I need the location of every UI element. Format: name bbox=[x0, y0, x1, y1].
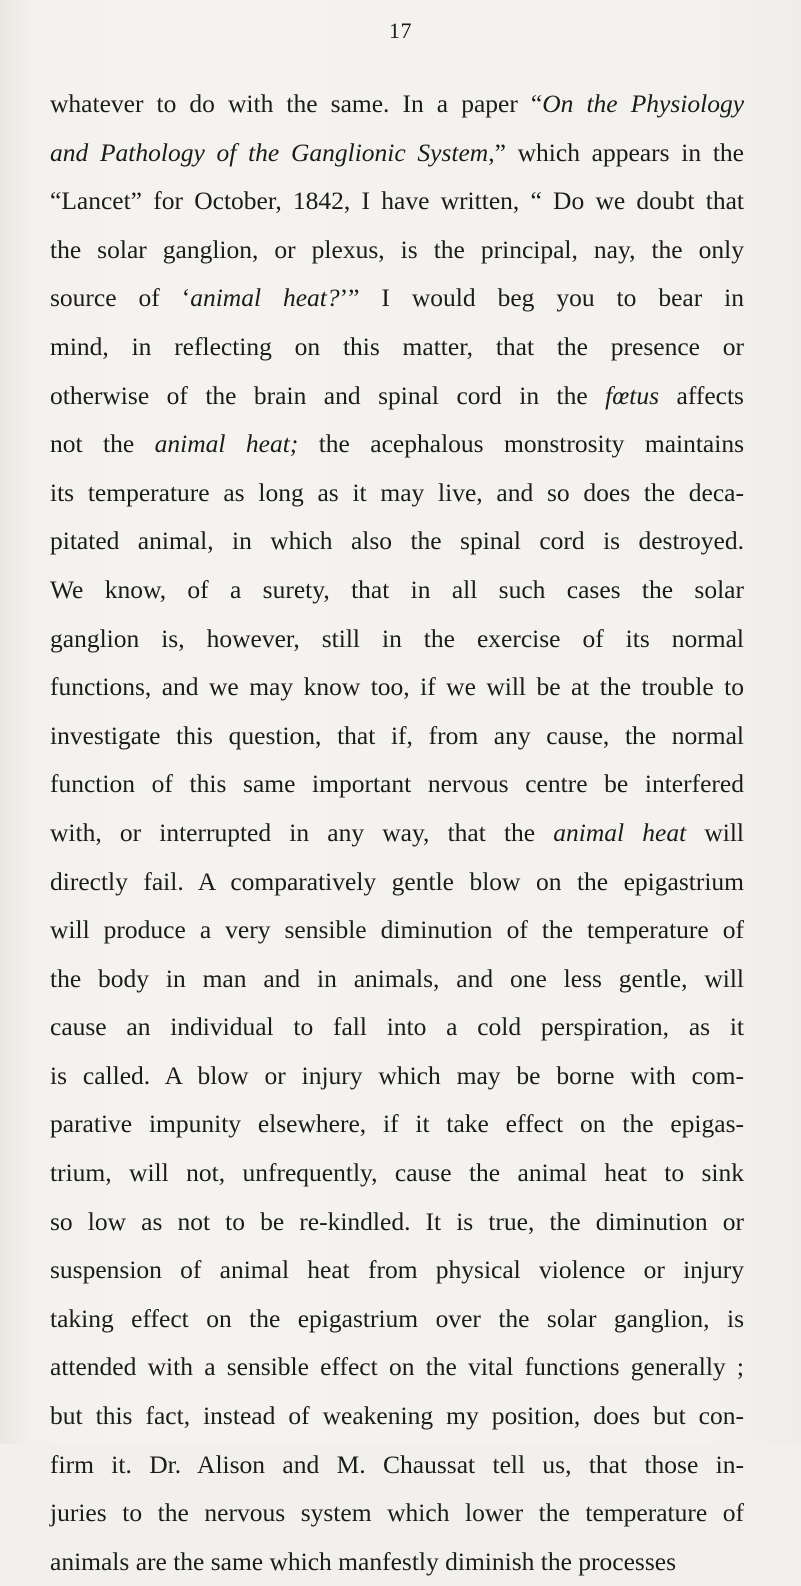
italic-text: animal heat? bbox=[190, 283, 340, 313]
text-run: taking effect on the epigastrium over the solar ganglion, is bbox=[50, 1303, 744, 1333]
italic-text: animal heat; bbox=[154, 429, 299, 459]
text-line bbox=[50, 1052, 744, 1101]
text-line bbox=[50, 274, 744, 323]
text-run: We know, of a surety, that in all such cases the solar bbox=[50, 574, 744, 604]
italic-text: animal heat bbox=[553, 817, 687, 847]
text-line bbox=[50, 1392, 744, 1441]
text-run: otherwise of the brain and spinal cord in the bbox=[50, 380, 606, 410]
text-line bbox=[50, 955, 744, 1004]
text-run: the body in man and in animals, and one less gentle, will bbox=[50, 963, 744, 993]
text-run: parative impunity elsewhere, if it take effect on the epigas- bbox=[50, 1109, 744, 1139]
italic-text: fœtus bbox=[605, 380, 660, 410]
text-line bbox=[50, 1295, 744, 1344]
text-run: directly fail. A comparatively gentle blow on the epigastrium bbox=[50, 866, 744, 896]
text-line bbox=[50, 1198, 744, 1247]
text-line bbox=[50, 469, 744, 518]
text-run: not the bbox=[50, 429, 155, 459]
text-line bbox=[50, 1538, 744, 1586]
text-run: will bbox=[686, 817, 744, 847]
text-run: but this fact, instead of weakening my position, does but con- bbox=[50, 1401, 744, 1431]
text-line bbox=[50, 906, 744, 955]
body-text bbox=[50, 80, 744, 1586]
text-run: animals are the same which manfestly diminish the processes bbox=[50, 1546, 676, 1576]
text-line bbox=[50, 177, 744, 226]
text-line bbox=[50, 129, 744, 178]
text-run: the solar ganglion, or plexus, is the principal, nay, the only bbox=[50, 234, 744, 264]
text-run: suspension of animal heat from physical violence or injury bbox=[50, 1255, 744, 1285]
text-run: ganglion is, however, still in the exercise of its normal bbox=[50, 623, 744, 653]
text-run: attended with a sensible effect on the vital functions generally ; bbox=[50, 1352, 744, 1382]
text-line bbox=[50, 663, 744, 712]
italic-text: On the Physiology bbox=[542, 89, 745, 118]
text-run: affects bbox=[659, 380, 744, 410]
text-line bbox=[50, 1246, 744, 1295]
text-line bbox=[50, 1441, 744, 1490]
text-line bbox=[50, 809, 744, 858]
text-run: with, or interrupted in any way, that the bbox=[50, 817, 554, 847]
page-number: 17 bbox=[389, 18, 412, 43]
text-run: its temperature as long as it may live, and so does the deca- bbox=[50, 477, 744, 507]
italic-text: and Pathology of the Ganglionic System bbox=[50, 137, 489, 167]
text-run: source of ‘ bbox=[50, 283, 191, 313]
text-run: functions, and we may know too, if we will be at the trouble to bbox=[50, 672, 744, 702]
text-line bbox=[50, 615, 744, 664]
text-line bbox=[50, 760, 744, 809]
text-line bbox=[50, 712, 744, 761]
text-run: ’” I would beg you to bear in bbox=[339, 283, 744, 313]
text-run: function of this same important nervous centre be interfered bbox=[50, 769, 744, 799]
text-line bbox=[50, 226, 744, 275]
text-line bbox=[50, 566, 744, 615]
text-line bbox=[50, 420, 744, 469]
text-run: trium, will not, unfrequently, cause the animal heat to sink bbox=[50, 1158, 744, 1188]
text-run: cause an individual to fall into a cold perspiration, as it bbox=[50, 1012, 744, 1042]
text-run: will produce a very sensible diminution of the temperature of bbox=[50, 915, 744, 945]
text-line bbox=[50, 372, 744, 421]
text-run: juries to the nervous system which lower the temperature of bbox=[50, 1498, 744, 1528]
text-run: firm it. Dr. Alison and M. Chaussat tell us, that those in- bbox=[50, 1449, 744, 1479]
text-line bbox=[50, 1149, 744, 1198]
text-line bbox=[50, 323, 744, 372]
text-run: is called. A blow or injury which may be borne with com- bbox=[50, 1060, 744, 1090]
text-run: so low as not to be re-kindled. It is true, the diminution or bbox=[50, 1206, 744, 1236]
text-line bbox=[50, 1003, 744, 1052]
text-line bbox=[50, 80, 744, 129]
text-run: whatever to do with the same. In a paper “ bbox=[50, 89, 543, 118]
text-line bbox=[50, 858, 744, 907]
text-run: mind, in reflecting on this matter, that the presence or bbox=[50, 331, 744, 361]
text-run: investigate this question, that if, from any cause, the normal bbox=[50, 720, 744, 750]
text-run: ,” which appears in the bbox=[488, 137, 744, 167]
text-line bbox=[50, 1489, 744, 1538]
text-run: “Lancet” for October, 1842, I have written, “ Do we doubt that bbox=[50, 186, 744, 216]
text-run: the acephalous monstrosity maintains bbox=[298, 429, 745, 459]
text-line bbox=[50, 517, 744, 566]
text-line bbox=[50, 1343, 744, 1392]
text-line bbox=[50, 1100, 744, 1149]
text-run: pitated animal, in which also the spinal cord is destroyed. bbox=[50, 526, 744, 556]
